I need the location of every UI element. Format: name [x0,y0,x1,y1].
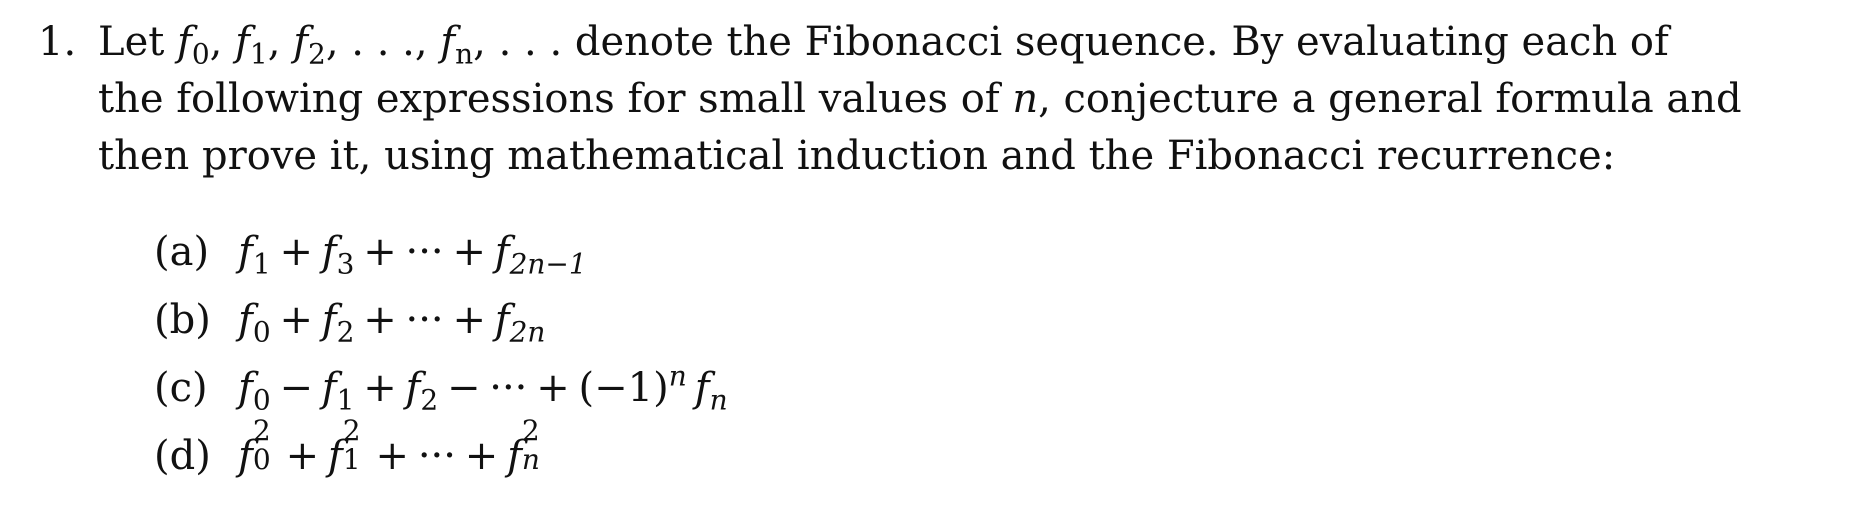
part-c [38,360,1238,428]
f-symbol: f [440,19,456,65]
f-symbol: f [177,19,192,65]
subscript: n [455,37,474,71]
line2-suffix: , conjecture a general formula and [1038,76,1742,122]
problem-1 [38,14,1828,479]
ellipsis: . . . [351,19,415,65]
f-symbol: f [293,19,308,65]
part-expression: $f_0 + f_2$ + ··· + $f_{2n}$ [238,297,546,349]
part-d [38,414,1238,496]
n-variable: n [1012,76,1039,122]
ellipsis: . . . [498,19,563,65]
line2-prefix: the following expressions for small values of [98,76,1000,122]
f-symbol: f [235,19,250,65]
part-expression: $f_1 + f_3$ + ··· + $f_{2n-1}$ [238,229,587,281]
part-label: (b) [154,297,211,343]
part-a [38,224,1238,292]
subscript: 1 [249,37,268,71]
subscript: 2 [308,37,326,71]
part-b [38,292,1238,360]
problem-number: 1. [38,19,77,65]
line1-suffix: denote the Fibonacci sequence. By evaluating each of [574,19,1669,65]
part-expression: f 2 0 + f 2 1 + ··· + f 2 n [238,414,540,479]
part-expression: $f_0 - f_1 + f_2$ − ··· + $(-1)^n$ $f_n$ [238,359,728,417]
statement-line-2 [98,71,1828,128]
statement-line-3: then prove it, using mathematical induction and the Fibonacci recurrence: [98,133,1616,179]
subscript: 0 [191,37,210,71]
part-label: (a) [154,229,210,275]
part-label: (c) [154,365,208,411]
part-label: (d) [154,433,211,479]
problem-statement [98,14,1828,185]
statement-line-1: Let $f_0$, $f_1$, $f_2$, . . ., $f_n$, . . . denote the Fibonacci sequence. By evaluating each of [98,19,1669,71]
line1-prefix: Let [98,19,165,65]
parts-list [38,224,1238,496]
